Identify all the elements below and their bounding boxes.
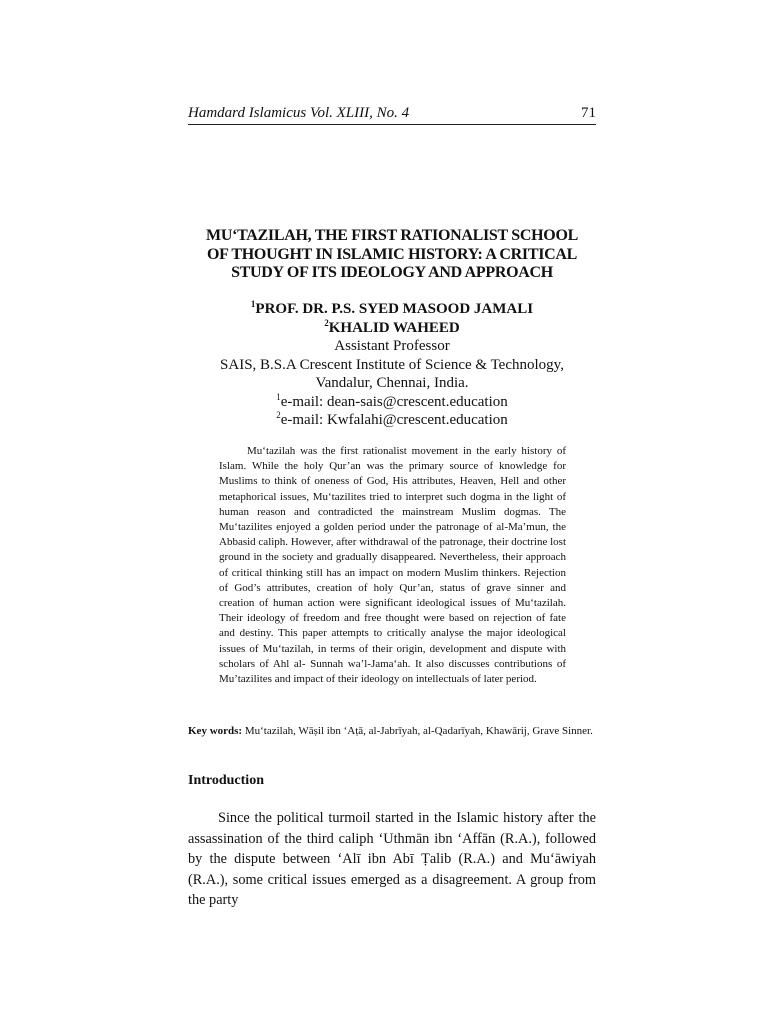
author-1-marker: 1: [250, 299, 256, 309]
keywords-label: Key words:: [188, 725, 243, 737]
email-1-text: e-mail: dean-sais@crescent.education: [280, 393, 508, 410]
email-1-marker: 1: [276, 391, 281, 402]
section-heading-introduction: Introduction: [188, 773, 264, 788]
author-2-marker: 2: [324, 317, 329, 328]
affiliation-line-1: SAIS, B.S.A Crescent Institute of Science & Technology,: [220, 356, 564, 373]
author-position: Assistant Professor: [334, 338, 450, 354]
introduction-paragraph: Since the political turmoil started in the Islamic history after the assassination of the third caliph ‘Uthmān ibn ‘Affān (R.A.), followed by the dispute between ‘Alī ibn Abī Ṭalib (R.A.) and Mu‘āwiyah (R.A.), some critical issues emerged as a disagreement. A group from the party: [188, 810, 596, 908]
author-1: [188, 300, 596, 319]
keywords-text: Mu‘tazilah, Wāṣil ibn ‘Aṭā, al-Jabrīyah, al-Qadarīyah, Khawārij, Grave Sinner.: [244, 725, 593, 737]
running-header: [188, 104, 596, 125]
affiliation-line-2: Vandalur, Chennai, India.: [315, 375, 469, 391]
title-line: MU‘TAZILAH, THE FIRST RATIONALIST SCHOOL: [206, 227, 578, 244]
author-2-name: KHALID WAHEED: [328, 319, 460, 336]
journal-name: Hamdard Islamicus Vol. XLIII, No. 4: [188, 105, 410, 121]
page-number: 71: [581, 105, 596, 121]
author-1-name: PROF. DR. P.S. SYED MASOOD JAMALI: [255, 301, 534, 317]
email-2-marker: 2: [276, 410, 281, 420]
author-2: [188, 319, 596, 338]
email-2-text: e-mail: Kwfalahi@crescent.education: [280, 412, 508, 428]
title-line: OF THOUGHT IN ISLAMIC HISTORY: A CRITICAL: [206, 245, 578, 263]
email-2: [188, 411, 596, 430]
keywords: [188, 723, 596, 740]
title-line: STUDY OF ITS IDEOLOGY AND APPROACH: [231, 264, 553, 281]
email-1: [188, 393, 596, 412]
abstract: Mu‘tazilah was the first rationalist movement in the early history of Islam. While the holy Qur’an was the primary source of knowledge for Muslims to think of oneness of God, His attributes, Heaven, Hell and other metaphorical issues, Mu‘tazilites tried to interpret such dogma in the light of human reason and contradicted the mainstream Muslim dogmas. The Mu‘tazilites enjoyed a golden period under the patronage of al-Ma’mun, the Abbasid caliph. However, after withdrawal of the patronage, their doctrine lost ground in the society and gradually disappeared. Nevertheless, their approach of critical thinking still has an impact on modern Muslim thinkers. Rejection of God’s attributes, creation of holy Qur’an, status of grave sinner and creation of human action were significant ideological issues of Mu‘tazilah. Their ideology of freedom and free thought were based on rejection of fate and destiny. This paper attempts to critically analyse the major ideological issues of Mu‘tazilah, in terms of their origin, development and dispute with scholars of Ahl al- Sunnah wa’l-Jama‘ah. It also discusses contributions of Mu’tazilites and impact of their ideology on intellectuals of later period.: [219, 445, 566, 686]
author-block: [188, 300, 596, 430]
article-title: [188, 227, 596, 283]
